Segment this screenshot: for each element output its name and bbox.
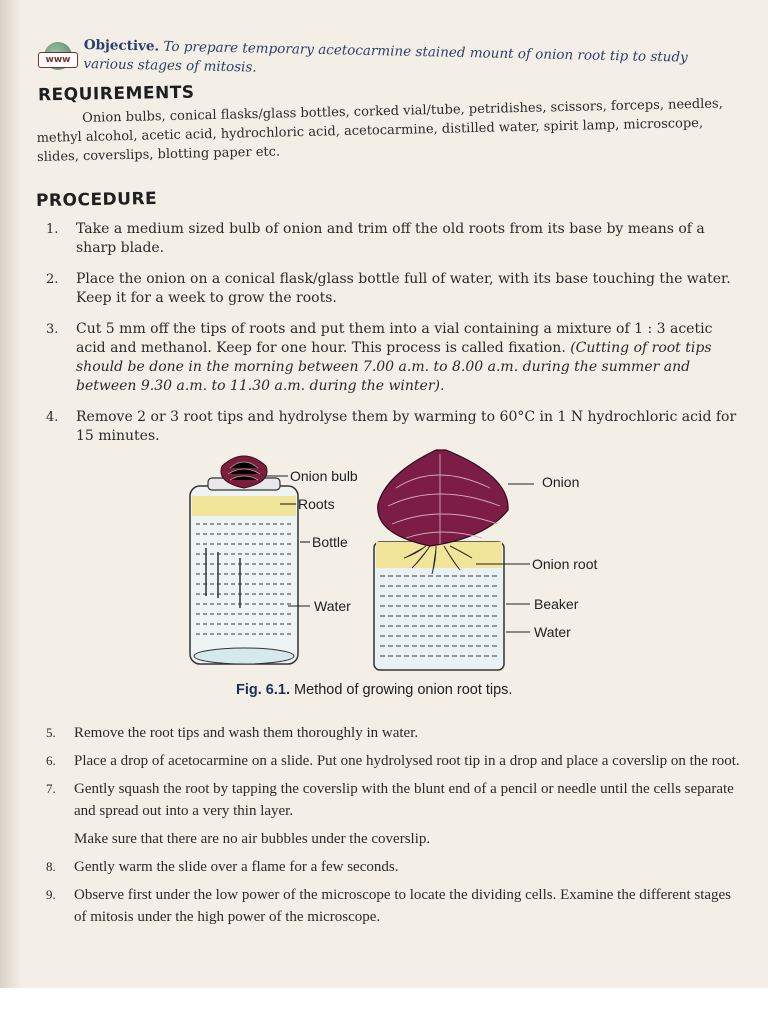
requirements-text: Onion bulbs, conical flasks/glass bottles, corked vial/tube, petridishes, scissors, forceps, needles, methyl alcohol, acetic acid, hydrochloric acid, acetocarmine, distilled water, spirit lamp, microscope, slides, coverslips, blotting paper etc. [36, 96, 723, 165]
procedure-step: 3. Cut 5 mm off the tips of roots and put them into a vial containing a mixture of 1 : 3 acetic acid and methanol. Keep for one hour. This process is called fixation. (Cutting of root tips should be done in the morning between 7.00 a.m. to 8.00 a.m. during the summer and between 9.30 a.m. to 11.30 a.m. during the winter). [46, 321, 713, 394]
procedure-step: 8. Gently warm the slide over a flame for a few seconds. [46, 859, 399, 875]
label-beaker: Beaker [534, 596, 579, 612]
beaker-illustration [374, 450, 508, 670]
procedure-step: 6. Place a drop of acetocarmine on a slide. Put one hydrolysed root tip in a drop and place a coverslip on the root. [46, 753, 740, 769]
procedure-heading: PROCEDURE [35, 188, 158, 212]
procedure-step: 5. Remove the root tips and wash them thoroughly in water. [46, 725, 419, 741]
figure-number: Fig. 6.1. [236, 682, 290, 698]
requirements-heading: REQUIREMENTS [37, 82, 195, 106]
procedure-step: 2. Place the onion on a conical flask/glass bottle full of water, with its base touching the water. Keep it for a week to grow the roots. [46, 271, 731, 306]
procedure-steps-1-to-4 [40, 220, 740, 458]
www-badge-label: www [38, 52, 78, 68]
procedure-step: 4. Remove 2 or 3 root tips and hydrolyse them by warming to 60°C in 1 N hydrochloric acid for 15 minutes. [46, 409, 737, 444]
page-bottom-margin [0, 988, 768, 1024]
figure-caption-text: Method of growing onion root tips. [294, 682, 513, 698]
procedure-step: 9. Observe first under the low power of the microscope to locate the dividing cells. Examine the different stages of mitosis under the high power of the microscope. [46, 887, 732, 925]
figure-caption [236, 682, 512, 698]
label-roots: Roots [298, 496, 335, 512]
label-water-bottle: Water [314, 598, 351, 614]
bottle-illustration [190, 456, 298, 664]
procedure-step: 1. Take a medium sized bulb of onion and trim off the old roots from its base by means of a sharp blade. [46, 221, 705, 256]
procedure-steps-5-to-9 [40, 722, 740, 934]
label-onion-root: Onion root [532, 556, 598, 572]
www-globe-icon [38, 42, 78, 76]
procedure-step: 7. Gently squash the root by tapping the coverslip with the blunt end of a pencil or needle until the cells separate and spread out into a very thin layer. Make sure that there are no air bubbles under the coverslip. [40, 778, 740, 850]
objective-lead: Objective. [83, 36, 160, 55]
objective-text: To prepare temporary acetocarmine stained mount of onion root tip to study various stages of mitosis. [83, 38, 688, 76]
label-water-beaker: Water [534, 624, 571, 640]
objective-statement [83, 36, 724, 87]
label-bottle: Bottle [312, 534, 348, 550]
figure-onion-root-growing [160, 448, 620, 678]
air-bubble-note: Make sure that there are no air bubbles under the coverslip. [74, 831, 431, 847]
label-onion: Onion [542, 474, 580, 490]
label-onion-bulb: Onion bulb [290, 468, 358, 484]
timing-note: (Cutting of root tips should be done in the morning between 7.00 a.m. to 8.00 a.m. during the summer and between 9.30 a.m. to 11.30 a.m. during the winter). [76, 340, 712, 394]
